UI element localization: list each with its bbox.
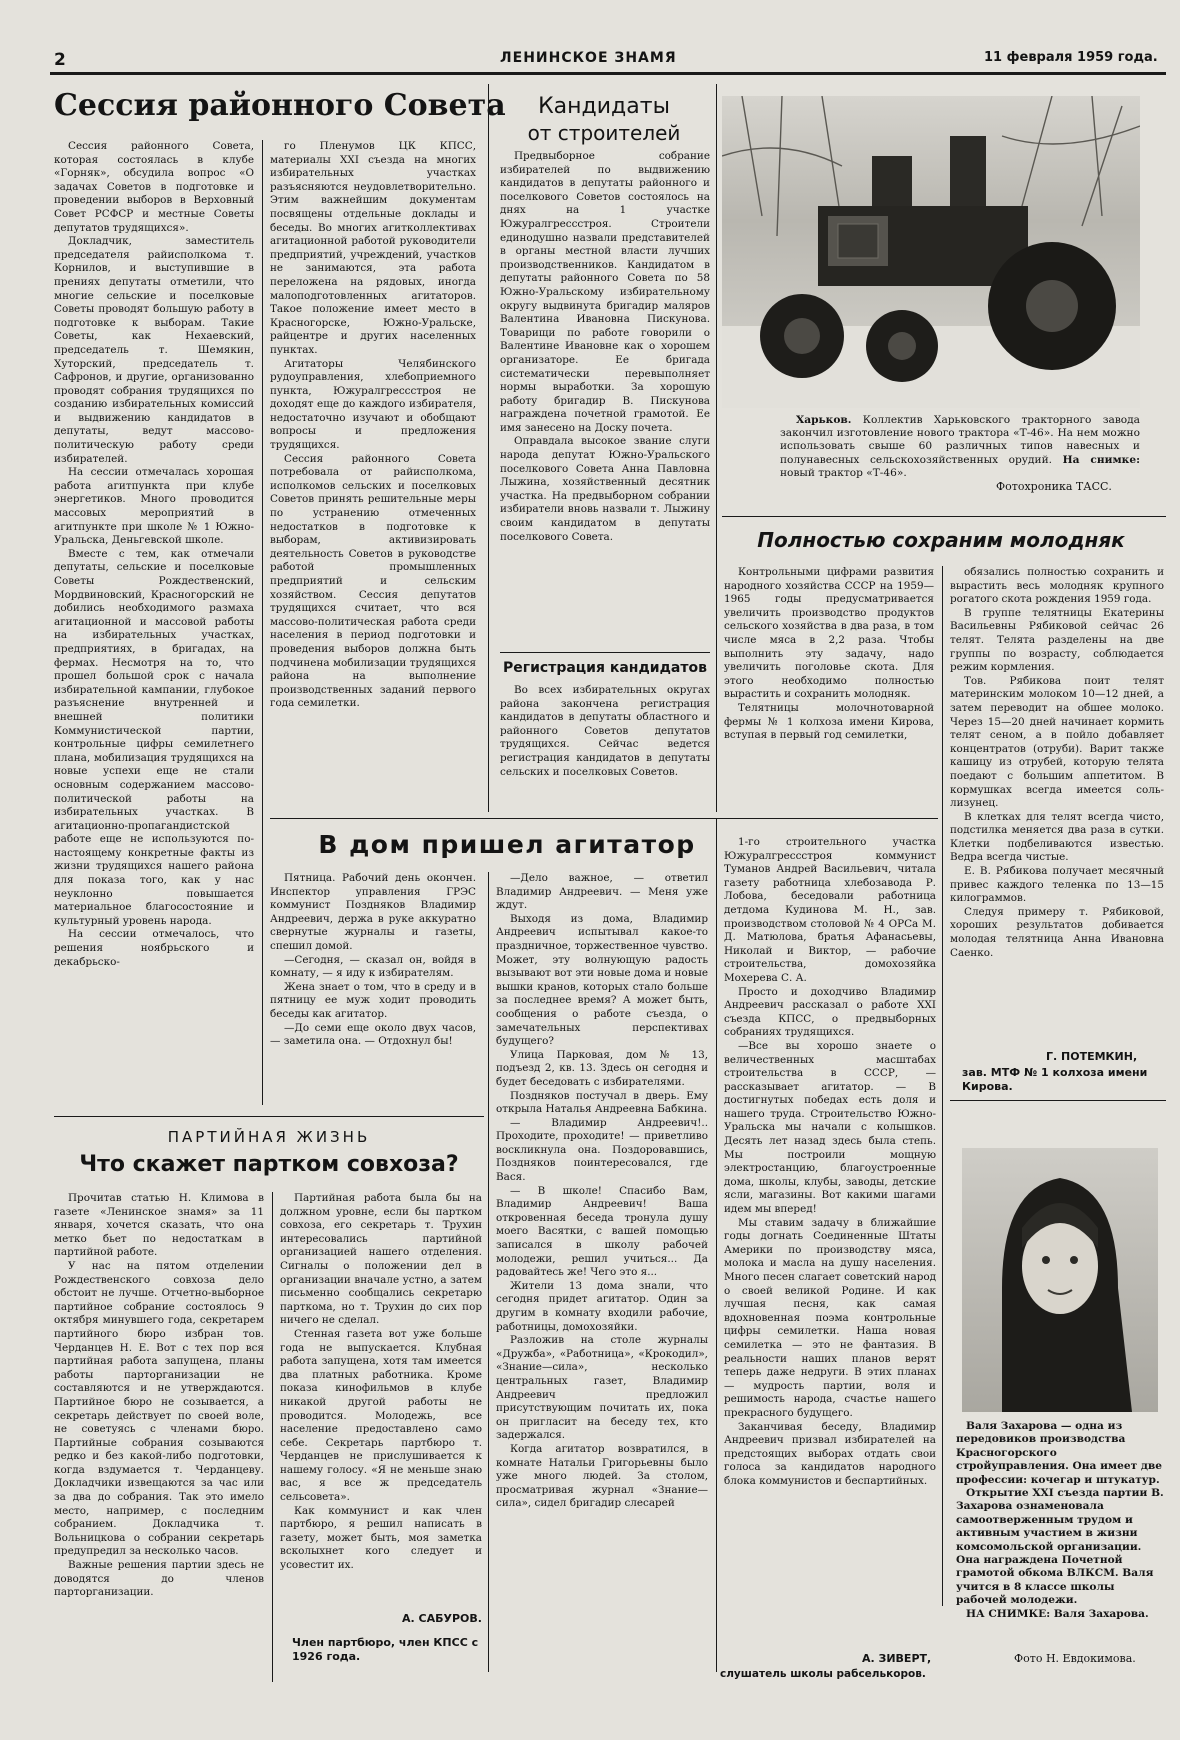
registration-text: Во всех избирательных округах района закончена регистрация кандидатов в депутаты областного и районного Советов депутатов трудящихся. Сейчас ведется регистрация кандидатов в депутаты сельских и поселковых Советов. bbox=[500, 684, 710, 778]
column-rule bbox=[716, 818, 717, 1672]
agitator-column-2 bbox=[496, 872, 708, 1672]
session-para: Агитаторы Челябинского рудоуправления, хлебоприемного пункта, Южуралгрессстроя не доходят еще до каждого избирателя, недостаточно изучают и обобщают вопросы и предложения трудящихся. bbox=[270, 357, 476, 452]
column-rule bbox=[488, 872, 489, 1672]
agitator-para: Разложив на столе журналы «Дружба», «Работница», «Крокодил», «Знание—сила», несколько центральных газет, Владимир Андреевич предложил присутствующим почитать их, пока он пригласит на беседу тех, кто задержался. bbox=[496, 1334, 708, 1442]
tractor-caption-city: Харьков. bbox=[796, 414, 852, 426]
agitator-para: Поздняков постучал в дверь. Ему открыла Наталья Андреевна Бабкина. bbox=[496, 1089, 708, 1116]
agitator-para: Жители 13 дома знали, что сегодня придет агитатор. Один за другим в комнату входили рабочие, работницы, домохозяйки. bbox=[496, 1279, 708, 1333]
column-rule bbox=[488, 84, 489, 812]
candidates-headline bbox=[496, 94, 712, 145]
agitator-para: — Владимир Андреевич!.. Проходите, проходите! — приветливо воскликнула она. Поздоровавшись, Поздняков поинтересовался, где Вася. bbox=[496, 1116, 708, 1184]
registration-headline: Регистрация кандидатов bbox=[503, 660, 707, 676]
section-rule bbox=[270, 818, 938, 819]
agitator-para: Выходя из дома, Владимир Андреевич испытывал какое-то праздничное, торжественное чувство. Может, эту волнующую радость вызывают вот эти новые дома и новые вышки кранов, которых стало больше за последнее время? А может быть, сообщения о работе съезда, о замечательных перспективах будущего? bbox=[496, 912, 708, 1048]
session-headline: Сессия районного Совета bbox=[54, 88, 506, 123]
agitator-para: — В школе! Спасибо Вам, Владимир Андреевич! Ваша откровенная беседа тронула душу моего Васятки, с вашей помощью записался в школу рабочей молодежи, решил учиться... Да радовайтесь же! Чего это я... bbox=[496, 1184, 708, 1279]
agitator-column-1 bbox=[270, 872, 476, 1106]
tractor-caption-tail: новый трактор «Т-46». bbox=[780, 466, 907, 478]
party-para: Стенная газета вот уже больше года не выпускается. Клубная работа запущена, хотя там имеется два платных работника. Кроме показа кинофильмов в клубе никакой другой работы не проводится. Молодежь, все население предоставлено само себе. Секретарь партбюро т. Черданцев не прислушивается к нашему голосу. «Я не меньше знаю вас, я все ж председатель сельсовета». bbox=[280, 1327, 482, 1504]
calves-para: Следуя примеру т. Рябиковой, хороших результатов добивается молодая телятница Анна Ивановна Саенко. bbox=[950, 905, 1164, 959]
candidates-headline-line2: от строителей bbox=[527, 121, 681, 145]
party-para: Важные решения партии здесь не доводятся до членов парторганизации. bbox=[54, 1559, 264, 1599]
session-para: го Пленумов ЦК КПСС, материалы XXI съезда на многих избирательных участках разъясняются неудовлетворительно. Этим важнейшим документам посвящены отдельные доклады и беседы. Во многих агитколлективах агитационной работой руководители предприятий, учреждений, участков не занимаются, эта работа переложена на рядовых, иногда малоподготовленных агитаторов. Такое положение имеет место в Красногорске, Южно-Уральске, райцентре и других населенных пунктах. bbox=[270, 140, 476, 356]
party-para: Прочитав статью Н. Климова в газете «Ленинское знамя» за 11 января, хочется сказать, что она метко бьет по недостаткам в партийной работе. bbox=[54, 1192, 264, 1259]
agitator-para: Мы ставим задачу в ближайшие годы догнать Соединенные Штаты Америки по производству мяса, молока и масла на душу населения. Много песен слагает советский народ о своей великой Родине. И как лучшая песня, как самая вдохновенная поэма контрольные цифры семилетки. Наша новая семилетка — это не фантазия. В реальности наших планов верят теперь даже недруги. В этих планах — мудрость партии, воля и решимость народа, счастье нашего прекрасного будущего. bbox=[724, 1216, 936, 1419]
tractor-caption-text: Коллектив Харьковского тракторного завода закончил изготовление нового трактора «Т-46». На нем можно использовать свыше 60 различных типов навесных и полунавесных сельскохозяйственных орудий. bbox=[780, 414, 1140, 466]
column-rule bbox=[272, 1192, 273, 1682]
section-rule bbox=[500, 652, 710, 653]
session-column-2 bbox=[270, 140, 476, 812]
candidates-text bbox=[500, 150, 710, 646]
agitator-para: —Сегодня, — сказал он, войдя в комнату, — я иду к избирателям. bbox=[270, 953, 476, 980]
tractor-photo bbox=[722, 96, 1140, 408]
section-rule bbox=[722, 516, 1166, 517]
agitator-para: 1-го строительного участка Южуралгрессстроя коммунист Туманов Андрей Васильевич, читала газету работница хлебозавода Р. Лобова, беседовали работница детдома Кудинова М. Н., зав. производством столовой № 4 ОРСа М. Д. Матюлова, братья Афанасьевы, Николай и Виктор, — рабочие строительства, домохозяйка Мохерева С. А. bbox=[724, 836, 936, 984]
portrait-photo bbox=[962, 1148, 1158, 1412]
party-para: Партийная работа была бы на должном уровне, если бы партком совхоза, его секретарь т. Трухин интересовались партийной организацией нашего отделения. Сигналы о положении дел в организации вначале устно, а затем письменно сообщались секретарю парткома, но т. Трухин до сих пор ничего не сделал. bbox=[280, 1192, 482, 1327]
agitator-para: Жена знает о том, что в среду и в пятницу ее муж ходит проводить беседы как агитатор. bbox=[270, 980, 476, 1020]
session-para: Докладчик, заместитель председателя райисполкома т. Корнилов, и выступившие в прениях депутаты отметили, что многие сельские и поселковые Советы проводят большую работу в подготовке к выборам. Такие Советы, как Нехаевский, председатель т. Шемякин, Хуторский, председатель т. Сафронов, и другие, организованно проводят собрания трудящихся по созданию избирательных комиссий и выдвижению кандидатов в депутаты, ведут массово-политическую работу среди избирателей. bbox=[54, 235, 254, 465]
party-signature: А. САБУРОВ. bbox=[402, 1612, 482, 1625]
agitator-para: —Все вы хорошо знаете о величественных масштабах строительства в СССР, — рассказывает агитатор. — В достигнутых победах есть доля и нашего труда. Строительство Южно-Уральска мы начали с колышков. Десять лет назад здесь была степь. Мы построили мощную электростанцию, благоустроенные дома, школы, клубы, заводы, детские ясли, магазины. Вот какими шагами идем мы вперед! bbox=[724, 1039, 936, 1216]
party-headline: Что скажет партком совхоза? bbox=[79, 1152, 459, 1177]
column-rule bbox=[262, 140, 263, 1105]
agitator-para: Пятница. Рабочий день окончен. Инспектор управления ГРЭС коммунист Поздняков Владимир Андреевич, держа в руке аккуратно свернутые журналы и газеты, спешил домой. bbox=[270, 872, 476, 952]
agitator-para: Улица Парковая, дом № 13, подъезд 2, кв. 13. Здесь он сегодня и будет беседовать с избирателями. bbox=[496, 1048, 708, 1088]
candidates-headline-line1: Кандидаты bbox=[538, 94, 670, 119]
calves-column-2 bbox=[950, 566, 1164, 1050]
agitator-column-3 bbox=[724, 836, 936, 1650]
calves-para: Тов. Рябикова поит телят материнским молоком 10—12 дней, а затем переводит на обшее молоко. Через 15—20 дней начинает кормить телят сеном, а в пойло добавляет концентратов (отруби). Варит также кашицу из отрубей, которую телята поедают с большим аппетитом. В кормушках всегда имеется соль-лизунец. bbox=[950, 674, 1164, 810]
party-para: Как коммунист и как член партбюро, я решил написать в газету, может быть, моя заметка всколыхнет кого следует и усовестит их. bbox=[280, 1504, 482, 1572]
session-column-1 bbox=[54, 140, 254, 1105]
calves-headline: Полностью сохраним молодняк bbox=[757, 528, 1125, 552]
masthead-rule bbox=[50, 72, 1166, 75]
calves-para: Контрольными цифрами развития народного хозяйства СССР на 1959—1965 годы предусматривается увеличить производство продуктов сельского хозяйства в два раза, в том числе мяса в 2,2 раза. Чтобы выполнить эту задачу, надо увеличить поголовье скота. Для этого необходимо полностью вырастить и сохранить молодняк. bbox=[724, 566, 934, 701]
agitator-para: —Дело важное, — ответил Владимир Андреевич. — Меня уже ждут. bbox=[496, 872, 708, 912]
party-column-1 bbox=[54, 1192, 264, 1682]
portrait-caption-label: НА СНИМКЕ: Валя Захарова. bbox=[966, 1607, 1149, 1620]
agitator-para: —До семи еще около двух часов, — заметила она. — Отдохнул бы! bbox=[270, 1021, 476, 1048]
candidates-para: Оправдала высокое звание слуги народа депутат Южно-Уральского поселкового Совета Анна Павловна Лыжина, хозяйственный десятник участка. На предвыборном собрании избиратели вновь назвали т. Лыжину своим кандидатом в депутаты поселкового Совета. bbox=[500, 435, 710, 543]
calves-para: В клетках для телят всегда чисто, подстилка меняется два раза в сутки. Клетки подбеливаются известью. Ведра всегда чистые. bbox=[950, 810, 1164, 864]
section-rule bbox=[950, 1100, 1166, 1101]
session-para: Вместе с тем, как отмечали депутаты, сельские и поселковые Советы Рождественский, Мордвиновский, Красногорский не добились необходимого размаха агитационной и массовой работы на избирательных участках, предприятиях, в бригадах, на фермах. Несмотря на то, что прошел большой срок с начала избирательной кампании, глубокое разъяснение внутренней и внешней политики Коммунистической партии, контрольные цифры семилетнего плана, мобилизация трудящихся на новые успехи еще не стали основным содержанием массово-политической работы на избирательных участках. В агитационно-пропагандистской работе еще не используются по-настоящему конкретные факты из жизни трудящихся нашего района для показа того, как у нас неуклонно повышается материальное благосостояние и культурный уровень народа. bbox=[54, 547, 254, 927]
portrait-photo-credit: Фото Н. Евдокимова. bbox=[1014, 1652, 1136, 1665]
session-para: На сессии отмечалось, что решения ноябрьского и декабрьско- bbox=[54, 928, 254, 968]
session-para: Сессия районного Совета, которая состоялась в клубе «Горняк», обсудила вопрос «О задачах Советов в подготовке и проведении выборов в Верховный Совет РСФСР и местные Советы депутатов трудящихся». bbox=[54, 140, 254, 234]
portrait-caption-text-2: Открытие XXI съезда партии В. Захарова ознаменовала самоотверженным трудом и активным участием в жизни комсомольской организации. Она награждена Почетной грамотой обкома ВЛКСМ. Валя учится в 8 классе школы рабочей молодежи. bbox=[956, 1487, 1164, 1607]
section-rule bbox=[54, 1116, 484, 1117]
party-para: У нас на пятом отделении Рождественского совхоза дело обстоит не лучше. Отчетно-выборное партийное собрание состоялось 9 октября минувшего года, секретарем партийного бюро избран тов. Черданцев Н. Е. Вот с тех пор вся партийная работа запущена, планы работы парторганизации не составляются и не утверждаются. Партийное бюро не созывается, а секретарь действует по своей воле, не советуясь с членами бюро. Партийные собрания созываются редко и без какой-либо подготовки, когда вздумается т. Черданцеву. Докладчики извещаются за час или за два до собрания. Так это имело место, например, с последним собранием. Докладчика т. Вольницкова о собрании секретарь предупредил за несколько часов. bbox=[54, 1259, 264, 1558]
portrait-caption-text: Валя Захарова — одна из передовиков производства Красногорского стройуправления. Она имеет две профессии: кочегар и штукатур. bbox=[956, 1420, 1163, 1486]
agitator-headline: В дом пришел агитатор bbox=[318, 830, 696, 859]
party-rubric: ПАРТИЙНАЯ ЖИЗНЬ bbox=[167, 1128, 371, 1146]
party-signature-role: Член партбюро, член КПСС с 1926 года. bbox=[292, 1636, 479, 1663]
calves-para: обязались полностью сохранить и вырастить весь молодняк крупного рогатого скота рождения 1959 года. bbox=[950, 566, 1164, 606]
issue-date: 11 февраля 1959 года. bbox=[984, 50, 1158, 65]
portrait-caption bbox=[956, 1420, 1164, 1640]
tractor-caption bbox=[780, 414, 1140, 478]
agitator-para: Просто и доходчиво Владимир Андреевич рассказал о работе XXI съезда КПСС, о предвыборных собраниях трудящихся. bbox=[724, 985, 936, 1039]
portrait-illustration bbox=[962, 1148, 1158, 1412]
calves-para: Телятницы молочнотоварной фермы № 1 колхоза имени Кирова, вступая в первый год семилетки, bbox=[724, 701, 934, 742]
party-column-2 bbox=[280, 1192, 482, 1608]
agitator-signature-role: слушатель школы рабселькоров. bbox=[720, 1668, 926, 1680]
calves-signature: Г. ПОТЕМКИН, bbox=[1046, 1050, 1138, 1063]
column-rule bbox=[942, 566, 943, 1606]
agitator-para: Когда агитатор возвратился, в комнате Натальи Григорьевны было уже много людей. За столом, просматривая журнал «Знание—сила», сидел бригадир слесарей bbox=[496, 1442, 708, 1510]
column-rule bbox=[716, 84, 717, 812]
newspaper-title: ЛЕНИНСКОЕ ЗНАМЯ bbox=[500, 50, 677, 66]
session-para: Сессия районного Совета потребовала от райисполкома, исполкомов сельских и поселковых Советов принять решительные меры по устранению отмеченных недостатков в подготовке к выборам, активизировать деятельность Советов в руководстве работой промышленных предприятий и сельским хозяйством. Сессия депутатов трудящихся считает, что вся массово-политическая работа среди населения в период подготовки и проведения выборов должна быть подчинена мобилизации трудящихся района на выполнение производственных заданий первого года семилетки. bbox=[270, 452, 476, 710]
tractor-illustration bbox=[722, 96, 1140, 408]
tractor-photo-credit: Фотохроника ТАСС. bbox=[996, 480, 1112, 493]
agitator-signature: А. ЗИВЕРТ, bbox=[862, 1652, 932, 1665]
candidates-para: Предвыборное собрание избирателей по выдвижению кандидатов в депутаты районного и поселкового Советов состоялось на днях на 1 участке Южуралгрессстроя. Строители единодушно назвали представителей в органы местной власти лучших производственников. Кандидатом в депутаты районного Совета по 58 Южно-Уральскому избирательному округу выдвинута бригадир маляров Валентина Ивановна Пискунова. Товарищи по работе говорили о Валентине Ивановне как о хорошем организаторе. Ее бригада систематически перевыполняет нормы выработки. За хорошую работу бригадир В. Пискунова награждена почетной грамотой. Ее имя занесено на Доску почета. bbox=[500, 150, 710, 434]
calves-para: В группе телятницы Екатерины Васильевны Рябиковой сейчас 26 телят. Телята разделены на две группы по возрасту, соблюдается режим кормления. bbox=[950, 606, 1164, 674]
calves-para: Е. В. Рябикова получает месячный привес каждого теленка по 13—15 килограммов. bbox=[950, 865, 1164, 905]
calves-column-1 bbox=[724, 566, 934, 812]
tractor-caption-label: На снимке: bbox=[1062, 453, 1140, 466]
calves-signature-role: зав. МТФ № 1 колхоза имени Кирова. bbox=[962, 1066, 1148, 1093]
page-number: 2 bbox=[54, 50, 66, 70]
session-para: На сессии отмечалась хорошая работа агитпункта при клубе энергетиков. Много проводится массовых мероприятий в агитпункте при школе № 1 Южно-Уральска, Деньгевской школе. bbox=[54, 466, 254, 547]
agitator-para: Заканчивая беседу, Владимир Андреевич призвал избирателей на предстоящих выборах отдать свои голоса за кандидатов народного блока коммунистов и беспартийных. bbox=[724, 1420, 936, 1487]
